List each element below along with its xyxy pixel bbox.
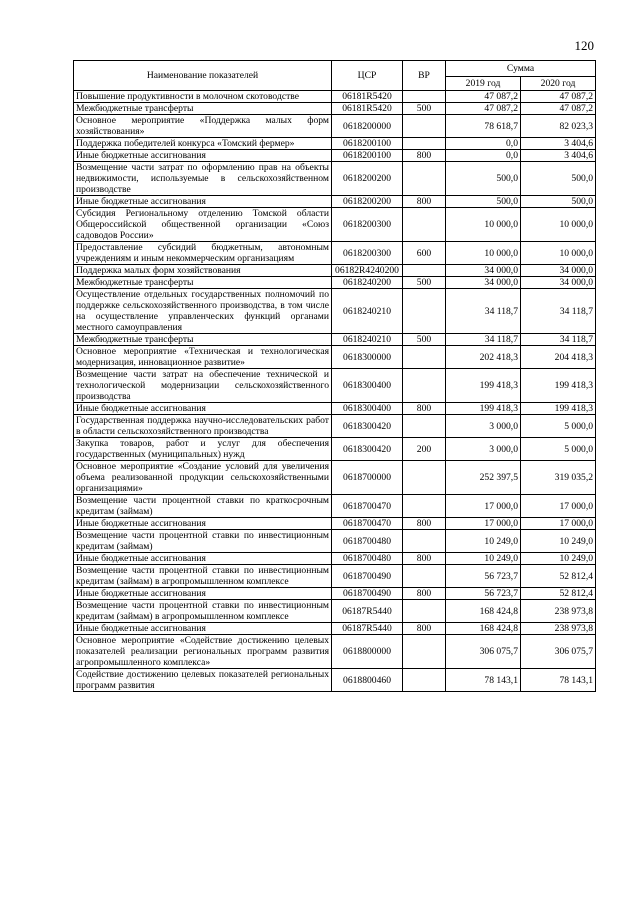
row-sum-2020: 82 023,3 [521,115,596,138]
row-sum-2019: 199 418,3 [446,403,521,415]
row-sum-2020: 500,0 [521,162,596,196]
row-sum-2019: 252 397,5 [446,461,521,495]
row-sum-2019: 47 087,2 [446,91,521,103]
row-csr: 0618700490 [332,588,403,600]
row-vr: 200 [403,438,446,461]
table-row [74,138,596,150]
row-name: Повышение продуктивности в молочном скотоводстве [74,91,332,103]
table-row [74,346,596,369]
table-row [74,530,596,553]
row-name: Иные бюджетные ассигнования [74,588,332,600]
header-name: Наименование показателей [74,61,332,91]
row-name: Основное мероприятие «Поддержка малых форм хозяйствования» [74,115,332,138]
row-sum-2019: 34 118,7 [446,334,521,346]
row-sum-2020: 199 418,3 [521,369,596,403]
row-sum-2020: 17 000,0 [521,495,596,518]
row-sum-2020: 10 249,0 [521,553,596,565]
row-csr: 0618300400 [332,403,403,415]
row-vr: 800 [403,588,446,600]
header-sum: Сумма [446,61,596,77]
row-sum-2020: 5 000,0 [521,415,596,438]
row-csr: 0618300000 [332,346,403,369]
table-row [74,208,596,242]
row-vr [403,138,446,150]
row-vr: 800 [403,150,446,162]
row-vr [403,635,446,669]
table-row [74,669,596,692]
row-name: Возмещение части процентной ставки по инвестиционным кредитам (займам) в агропромышленном комплексе [74,565,332,588]
row-sum-2020: 10 000,0 [521,208,596,242]
row-sum-2020: 52 812,4 [521,565,596,588]
row-sum-2019: 306 075,7 [446,635,521,669]
row-vr: 500 [403,277,446,289]
row-sum-2019: 0,0 [446,138,521,150]
row-vr: 800 [403,518,446,530]
table-row [74,103,596,115]
row-csr: 0618800000 [332,635,403,669]
row-vr [403,208,446,242]
table-row [74,369,596,403]
row-name: Поддержка победителей конкурса «Томский фермер» [74,138,332,150]
table-row [74,588,596,600]
row-sum-2019: 34 000,0 [446,265,521,277]
row-sum-2019: 56 723,7 [446,565,521,588]
table-row [74,415,596,438]
row-csr: 0618200300 [332,208,403,242]
row-sum-2020: 17 000,0 [521,518,596,530]
table-row [74,461,596,495]
row-sum-2019: 500,0 [446,162,521,196]
table-body [74,91,596,692]
row-sum-2019: 3 000,0 [446,415,521,438]
row-sum-2019: 34 118,7 [446,289,521,334]
row-csr: 0618300420 [332,438,403,461]
row-name: Иные бюджетные ассигнования [74,553,332,565]
row-vr [403,265,446,277]
row-name: Межбюджетные трансферты [74,103,332,115]
row-name: Субсидия Региональному отделению Томской области Общероссийской общественной организации «Союз садоводов России» [74,208,332,242]
row-name: Иные бюджетные ассигнования [74,403,332,415]
row-sum-2020: 5 000,0 [521,438,596,461]
row-sum-2020: 3 404,6 [521,150,596,162]
row-sum-2020: 500,0 [521,196,596,208]
row-name: Возмещение части процентной ставки по краткосрочным кредитам (займам) [74,495,332,518]
row-sum-2019: 3 000,0 [446,438,521,461]
row-vr [403,369,446,403]
row-csr: 0618700470 [332,518,403,530]
table-row [74,623,596,635]
table-row [74,600,596,623]
table-row [74,150,596,162]
row-sum-2020: 319 035,2 [521,461,596,495]
row-vr: 500 [403,334,446,346]
row-sum-2019: 500,0 [446,196,521,208]
row-sum-2020: 34 000,0 [521,277,596,289]
row-name: Основное мероприятие «Техническая и технологическая модернизация, инновационное развитие» [74,346,332,369]
header-vr: ВР [403,61,446,91]
row-csr: 0618300400 [332,369,403,403]
row-name: Поддержка малых форм хозяйствования [74,265,332,277]
row-sum-2019: 10 000,0 [446,242,521,265]
row-name: Возмещение части затрат по оформлению прав на объекты недвижимости, используемые в сельскохозяйственном производстве [74,162,332,196]
row-sum-2020: 3 404,6 [521,138,596,150]
row-name: Содействие достижению целевых показателей региональных программ развития [74,669,332,692]
row-name: Основное мероприятие «Создание условий для увеличения объема реализованной продукции сельскохозяйственными организациями» [74,461,332,495]
row-sum-2020: 10 249,0 [521,530,596,553]
row-sum-2020: 47 087,2 [521,91,596,103]
table-row [74,565,596,588]
row-csr: 06181R5420 [332,91,403,103]
row-csr: 0618200100 [332,138,403,150]
row-sum-2019: 168 424,8 [446,600,521,623]
row-vr [403,346,446,369]
row-csr: 06182R4240200 [332,265,403,277]
row-vr: 800 [403,623,446,635]
row-csr: 06181R5420 [332,103,403,115]
row-sum-2019: 199 418,3 [446,369,521,403]
table-row [74,277,596,289]
row-csr: 0618200200 [332,196,403,208]
row-csr: 0618300420 [332,415,403,438]
row-name: Межбюджетные трансферты [74,334,332,346]
row-name: Иные бюджетные ассигнования [74,196,332,208]
table-row [74,518,596,530]
row-sum-2020: 52 812,4 [521,588,596,600]
table-row [74,91,596,103]
row-csr: 0618240210 [332,334,403,346]
table-row [74,403,596,415]
row-sum-2019: 34 000,0 [446,277,521,289]
row-name: Иные бюджетные ассигнования [74,623,332,635]
row-name: Осуществление отдельных государственных полномочий по поддержке сельскохозяйственного производства, в том числе на осуществление управленческих функций органами местного самоуправления [74,289,332,334]
row-sum-2019: 17 000,0 [446,518,521,530]
row-vr [403,415,446,438]
table-row [74,289,596,334]
row-csr: 0618700480 [332,530,403,553]
row-vr [403,565,446,588]
row-sum-2020: 204 418,3 [521,346,596,369]
row-sum-2019: 10 000,0 [446,208,521,242]
row-vr [403,495,446,518]
row-vr [403,461,446,495]
row-sum-2019: 0,0 [446,150,521,162]
row-sum-2019: 78 143,1 [446,669,521,692]
row-sum-2019: 10 249,0 [446,530,521,553]
row-csr: 0618200300 [332,242,403,265]
row-csr: 0618240210 [332,289,403,334]
row-sum-2019: 47 087,2 [446,103,521,115]
row-vr [403,600,446,623]
row-csr: 0618200000 [332,115,403,138]
row-csr: 0618200200 [332,162,403,196]
row-sum-2019: 56 723,7 [446,588,521,600]
row-csr: 06187R5440 [332,600,403,623]
row-sum-2020: 34 118,7 [521,289,596,334]
row-sum-2019: 10 249,0 [446,553,521,565]
row-csr: 0618700000 [332,461,403,495]
row-vr [403,289,446,334]
row-csr: 0618240200 [332,277,403,289]
row-csr: 0618700470 [332,495,403,518]
row-name: Возмещение части процентной ставки по инвестиционным кредитам (займам) [74,530,332,553]
header-csr: ЦСР [332,61,403,91]
table-row [74,495,596,518]
row-name: Основное мероприятие «Содействие достижению целевых показателей реализации региональных программ развития агропромышленного комплекса» [74,635,332,669]
row-sum-2020: 78 143,1 [521,669,596,692]
row-name: Закупка товаров, работ и услуг для обеспечения государственных (муниципальных) нужд [74,438,332,461]
row-sum-2020: 47 087,2 [521,103,596,115]
budget-table [73,60,596,692]
row-csr: 06187R5440 [332,623,403,635]
row-name: Возмещение части процентной ставки по инвестиционным кредитам (займам) в агропромышленном комплексе [74,600,332,623]
row-sum-2019: 17 000,0 [446,495,521,518]
row-name: Возмещение части затрат на обеспечение технической и технологической модернизации сельскохозяйственного производства [74,369,332,403]
row-name: Межбюджетные трансферты [74,277,332,289]
row-sum-2020: 34 000,0 [521,265,596,277]
row-csr: 0618800460 [332,669,403,692]
table-row [74,162,596,196]
row-sum-2020: 306 075,7 [521,635,596,669]
row-vr [403,115,446,138]
table-row [74,242,596,265]
row-csr: 0618700480 [332,553,403,565]
row-vr [403,530,446,553]
row-csr: 0618200100 [332,150,403,162]
table-row [74,438,596,461]
table-row [74,196,596,208]
row-vr [403,162,446,196]
header-year-2019: 2019 год [446,77,521,91]
row-name: Иные бюджетные ассигнования [74,518,332,530]
header-year-2020: 2020 год [521,77,596,91]
row-name: Иные бюджетные ассигнования [74,150,332,162]
row-sum-2019: 78 618,7 [446,115,521,138]
row-sum-2019: 202 418,3 [446,346,521,369]
table-row [74,635,596,669]
row-sum-2020: 238 973,8 [521,623,596,635]
row-name: Предоставление субсидий бюджетным, автономным учреждениям и иным некоммерческим организациям [74,242,332,265]
row-sum-2020: 34 118,7 [521,334,596,346]
row-vr: 500 [403,103,446,115]
row-vr: 600 [403,242,446,265]
row-vr [403,91,446,103]
page-number: 120 [574,38,594,53]
table-row [74,265,596,277]
row-sum-2020: 10 000,0 [521,242,596,265]
row-sum-2020: 238 973,8 [521,600,596,623]
table-row [74,553,596,565]
row-vr [403,669,446,692]
row-sum-2020: 199 418,3 [521,403,596,415]
row-vr: 800 [403,403,446,415]
row-sum-2019: 168 424,8 [446,623,521,635]
row-name: Государственная поддержка научно-исследовательских работ в области сельскохозяйственного производства [74,415,332,438]
table-row [74,334,596,346]
row-vr: 800 [403,196,446,208]
row-csr: 0618700490 [332,565,403,588]
table-row [74,115,596,138]
row-vr: 800 [403,553,446,565]
